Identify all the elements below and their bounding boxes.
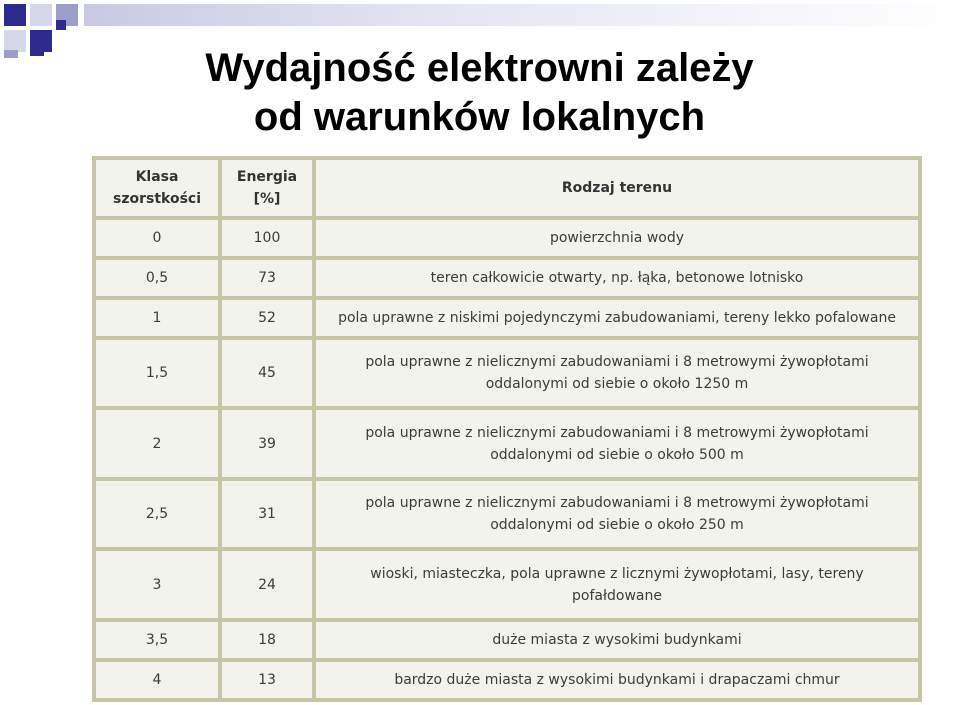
cell-energy: 39 xyxy=(222,410,312,476)
table-row xyxy=(96,662,918,698)
cell-terrain-type: pola uprawne z nielicznymi zabudowaniami i 8 metrowymi żywopłotami oddalonymi od siebie o około 250 m xyxy=(316,481,918,547)
cell-terrain-type: teren całkowicie otwarty, np. łąka, betonowe lotnisko xyxy=(316,260,918,296)
table-row xyxy=(96,340,918,406)
table-row xyxy=(96,551,918,617)
table-row xyxy=(96,220,918,256)
cell-terrain-type: bardzo duże miasta z wysokimi budynkami i drapaczami chmur xyxy=(316,662,918,698)
deco-square xyxy=(4,4,26,26)
cell-roughness-class: 4 xyxy=(96,662,218,698)
table-row xyxy=(96,481,918,547)
cell-terrain-type: duże miasta z wysokimi budynkami xyxy=(316,622,918,658)
header-energy: Energia [%] xyxy=(222,160,312,216)
header-roughness-class: Klasa szorstkości xyxy=(96,160,218,216)
cell-roughness-class: 1,5 xyxy=(96,340,218,406)
cell-roughness-class: 2,5 xyxy=(96,481,218,547)
cell-energy: 100 xyxy=(222,220,312,256)
table-row xyxy=(96,260,918,296)
deco-square xyxy=(56,20,66,30)
cell-energy: 73 xyxy=(222,260,312,296)
slide-title xyxy=(0,44,959,142)
cell-energy: 18 xyxy=(222,622,312,658)
cell-roughness-class: 0,5 xyxy=(96,260,218,296)
header-terrain-type: Rodzaj terenu xyxy=(316,160,918,216)
deco-gradient-bar xyxy=(84,4,959,26)
slide-title-line-1: Wydajność elektrowni zależy xyxy=(205,46,754,90)
cell-terrain-type: pola uprawne z niskimi pojedynczymi zabudowaniami, tereny lekko pofalowane xyxy=(316,300,918,336)
cell-roughness-class: 2 xyxy=(96,410,218,476)
cell-energy: 24 xyxy=(222,551,312,617)
cell-roughness-class: 3,5 xyxy=(96,622,218,658)
cell-terrain-type: pola uprawne z nielicznymi zabudowaniami i 8 metrowymi żywopłotami oddalonymi od siebie o około 500 m xyxy=(316,410,918,476)
cell-energy: 52 xyxy=(222,300,312,336)
table-row xyxy=(96,300,918,336)
slide-title-line-2: od warunków lokalnych xyxy=(253,95,706,139)
cell-energy: 31 xyxy=(222,481,312,547)
table-header-row xyxy=(96,160,918,216)
table-row xyxy=(96,622,918,658)
cell-terrain-type: wioski, miasteczka, pola uprawne z licznymi żywopłotami, lasy, tereny pofałdowane xyxy=(316,551,918,617)
cell-terrain-type: pola uprawne z nielicznymi zabudowaniami i 8 metrowymi żywopłotami oddalonymi od siebie o około 1250 m xyxy=(316,340,918,406)
roughness-class-table xyxy=(92,156,922,702)
cell-energy: 13 xyxy=(222,662,312,698)
cell-roughness-class: 1 xyxy=(96,300,218,336)
terrain-table-container xyxy=(92,156,922,702)
cell-terrain-type: powierzchnia wody xyxy=(316,220,918,256)
cell-roughness-class: 0 xyxy=(96,220,218,256)
table-row xyxy=(96,410,918,476)
deco-square xyxy=(30,4,52,26)
cell-roughness-class: 3 xyxy=(96,551,218,617)
cell-energy: 45 xyxy=(222,340,312,406)
